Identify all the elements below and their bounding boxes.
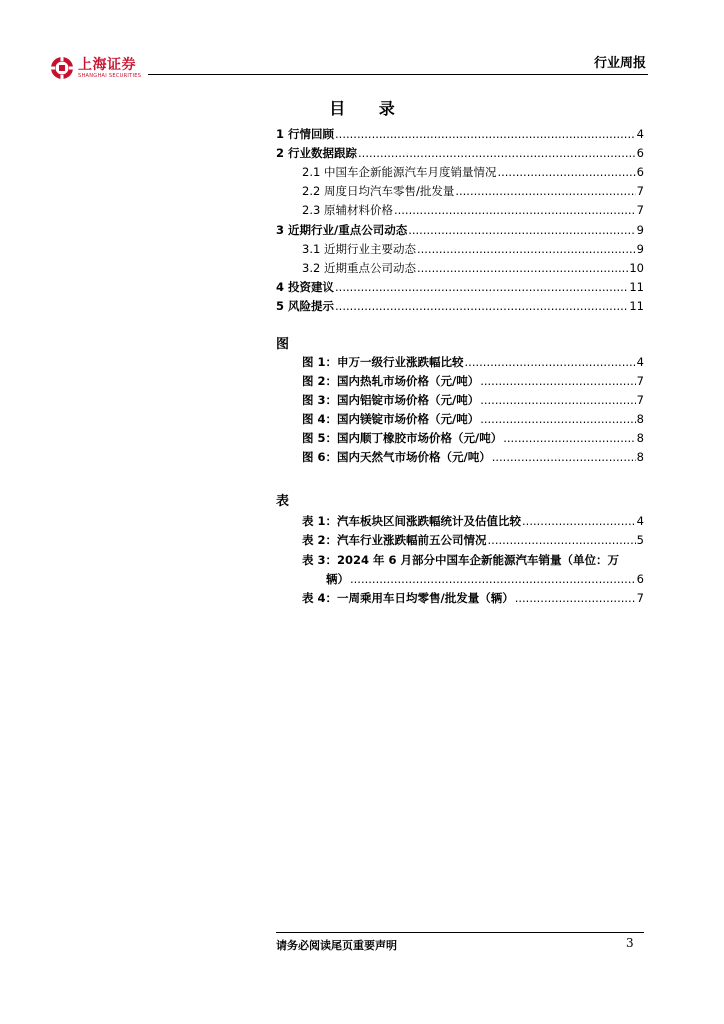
figure-entry-label: 图 2：国内热轧市场价格（元/吨） <box>302 374 480 388</box>
leader-dots <box>480 412 635 426</box>
figure-entry[interactable] <box>302 449 644 467</box>
toc-entry-page: 9 <box>636 223 644 237</box>
figure-entry[interactable] <box>302 392 644 410</box>
figure-entry-label: 图 5：国内顺丁橡胶市场价格（元/吨） <box>302 431 503 445</box>
toc-title: 目 录 <box>329 99 409 118</box>
toc-entry-page: 6 <box>636 146 644 160</box>
leader-dots <box>408 223 635 237</box>
toc-entry-label: 2.2 周度日均汽车零售/批发量 <box>302 184 455 198</box>
toc-entry-page: 6 <box>636 165 644 179</box>
table-entry[interactable] <box>302 513 644 531</box>
logo-emblem-icon <box>50 56 74 80</box>
figure-entry-page: 8 <box>636 450 644 464</box>
table-entry-page: 7 <box>636 591 644 605</box>
table-entry-page: 4 <box>636 514 644 528</box>
toc-entry-label: 3.1 近期行业主要动态 <box>302 242 416 256</box>
figure-entry[interactable] <box>302 373 644 391</box>
toc-entry-label: 2.3 原辅材料价格 <box>302 203 393 217</box>
logo-chinese-name: 上海证券 <box>78 56 136 73</box>
table-entry-label: 表 1：汽车板块区间涨跌幅统计及估值比较 <box>302 514 522 528</box>
leader-dots <box>335 127 636 141</box>
toc-entry-label: 2.1 中国车企新能源汽车月度销量情况 <box>302 165 497 179</box>
figure-entry-page: 4 <box>636 355 644 369</box>
toc-entry[interactable] <box>302 202 644 220</box>
toc-entry[interactable] <box>276 222 644 240</box>
toc-entry-page: 11 <box>629 280 644 294</box>
leader-dots <box>480 393 635 407</box>
leader-dots <box>455 184 635 198</box>
table-entry-label-line2: 辆） <box>326 572 349 586</box>
leader-dots <box>358 146 636 160</box>
table-entry[interactable] <box>302 532 644 550</box>
leader-dots <box>497 165 635 179</box>
toc-entry[interactable] <box>302 241 644 259</box>
table-entry-label: 表 4：一周乘用车日均零售/批发量（辆） <box>302 591 514 605</box>
leader-dots <box>522 514 636 528</box>
figure-entry-page: 7 <box>636 374 644 388</box>
leader-dots <box>394 203 636 217</box>
figure-entry-label: 图 3：国内铝锭市场价格（元/吨） <box>302 393 480 407</box>
leader-dots <box>335 299 628 313</box>
table-entry-page: 6 <box>636 572 644 586</box>
toc-entry[interactable] <box>276 145 644 163</box>
toc-entry[interactable] <box>302 260 644 278</box>
table-entry[interactable] <box>326 571 644 589</box>
figure-entry-label: 图 6：国内天然气市场价格（元/吨） <box>302 450 491 464</box>
page-number: 3 <box>626 936 634 950</box>
figure-entry-page: 8 <box>636 412 644 426</box>
toc-entry-label: 3 近期行业/重点公司动态 <box>276 223 408 237</box>
table-entry[interactable] <box>302 590 644 608</box>
leader-dots <box>465 355 636 369</box>
toc-entry-label: 1 行情回顾 <box>276 127 335 141</box>
company-logo <box>50 54 141 82</box>
toc-entry-page: 11 <box>629 299 644 313</box>
figure-entry[interactable] <box>302 354 644 372</box>
toc-entry-label: 5 风险提示 <box>276 299 335 313</box>
toc-entry-page: 7 <box>636 203 644 217</box>
toc-entry-page: 10 <box>629 261 644 275</box>
leader-dots <box>503 431 635 445</box>
toc-entry[interactable] <box>276 126 644 144</box>
footer-disclaimer: 请务必阅读尾页重要声明 <box>276 939 397 952</box>
leader-dots <box>480 374 635 388</box>
leader-dots <box>492 450 636 464</box>
figure-entry-label: 图 1：申万一级行业涨跌幅比较 <box>302 355 464 369</box>
tables-heading: 表 <box>276 494 290 509</box>
leader-dots <box>515 591 636 605</box>
toc-entry-page: 7 <box>636 184 644 198</box>
table-entry-page: 5 <box>636 533 644 547</box>
figure-entry[interactable] <box>302 430 644 448</box>
toc-entry-label: 2 行业数据跟踪 <box>276 146 358 160</box>
table-entry-label: 表 2：汽车行业涨跌幅前五公司情况 <box>302 533 487 547</box>
report-type: 行业周报 <box>593 56 646 71</box>
figure-entry-page: 7 <box>636 393 644 407</box>
figures-heading: 图 <box>276 337 290 352</box>
toc-entry[interactable] <box>302 183 644 201</box>
header-rule <box>148 74 648 75</box>
figure-entry[interactable] <box>302 411 644 429</box>
leader-dots <box>417 261 628 275</box>
table-entry-label-line1[interactable]: 表 3：2024 年 6 月部分中国车企新能源汽车销量（单位：万 <box>302 553 620 567</box>
leader-dots <box>335 280 628 294</box>
toc-entry[interactable] <box>302 164 644 182</box>
leader-dots <box>488 533 636 547</box>
toc-entry-label: 4 投资建议 <box>276 280 335 294</box>
toc-entry[interactable] <box>276 298 644 316</box>
toc-entry-label: 3.2 近期重点公司动态 <box>302 261 416 275</box>
leader-dots <box>350 572 636 586</box>
toc-entry-page: 4 <box>636 127 644 141</box>
toc-entry[interactable] <box>276 279 644 297</box>
logo-english-name: SHANGHAI SECURITIES <box>78 72 142 79</box>
toc-entry-page: 9 <box>636 242 644 256</box>
leader-dots <box>417 242 636 256</box>
figure-entry-label: 图 4：国内镁锭市场价格（元/吨） <box>302 412 480 426</box>
figure-entry-page: 8 <box>636 431 644 445</box>
footer-rule <box>276 932 644 933</box>
